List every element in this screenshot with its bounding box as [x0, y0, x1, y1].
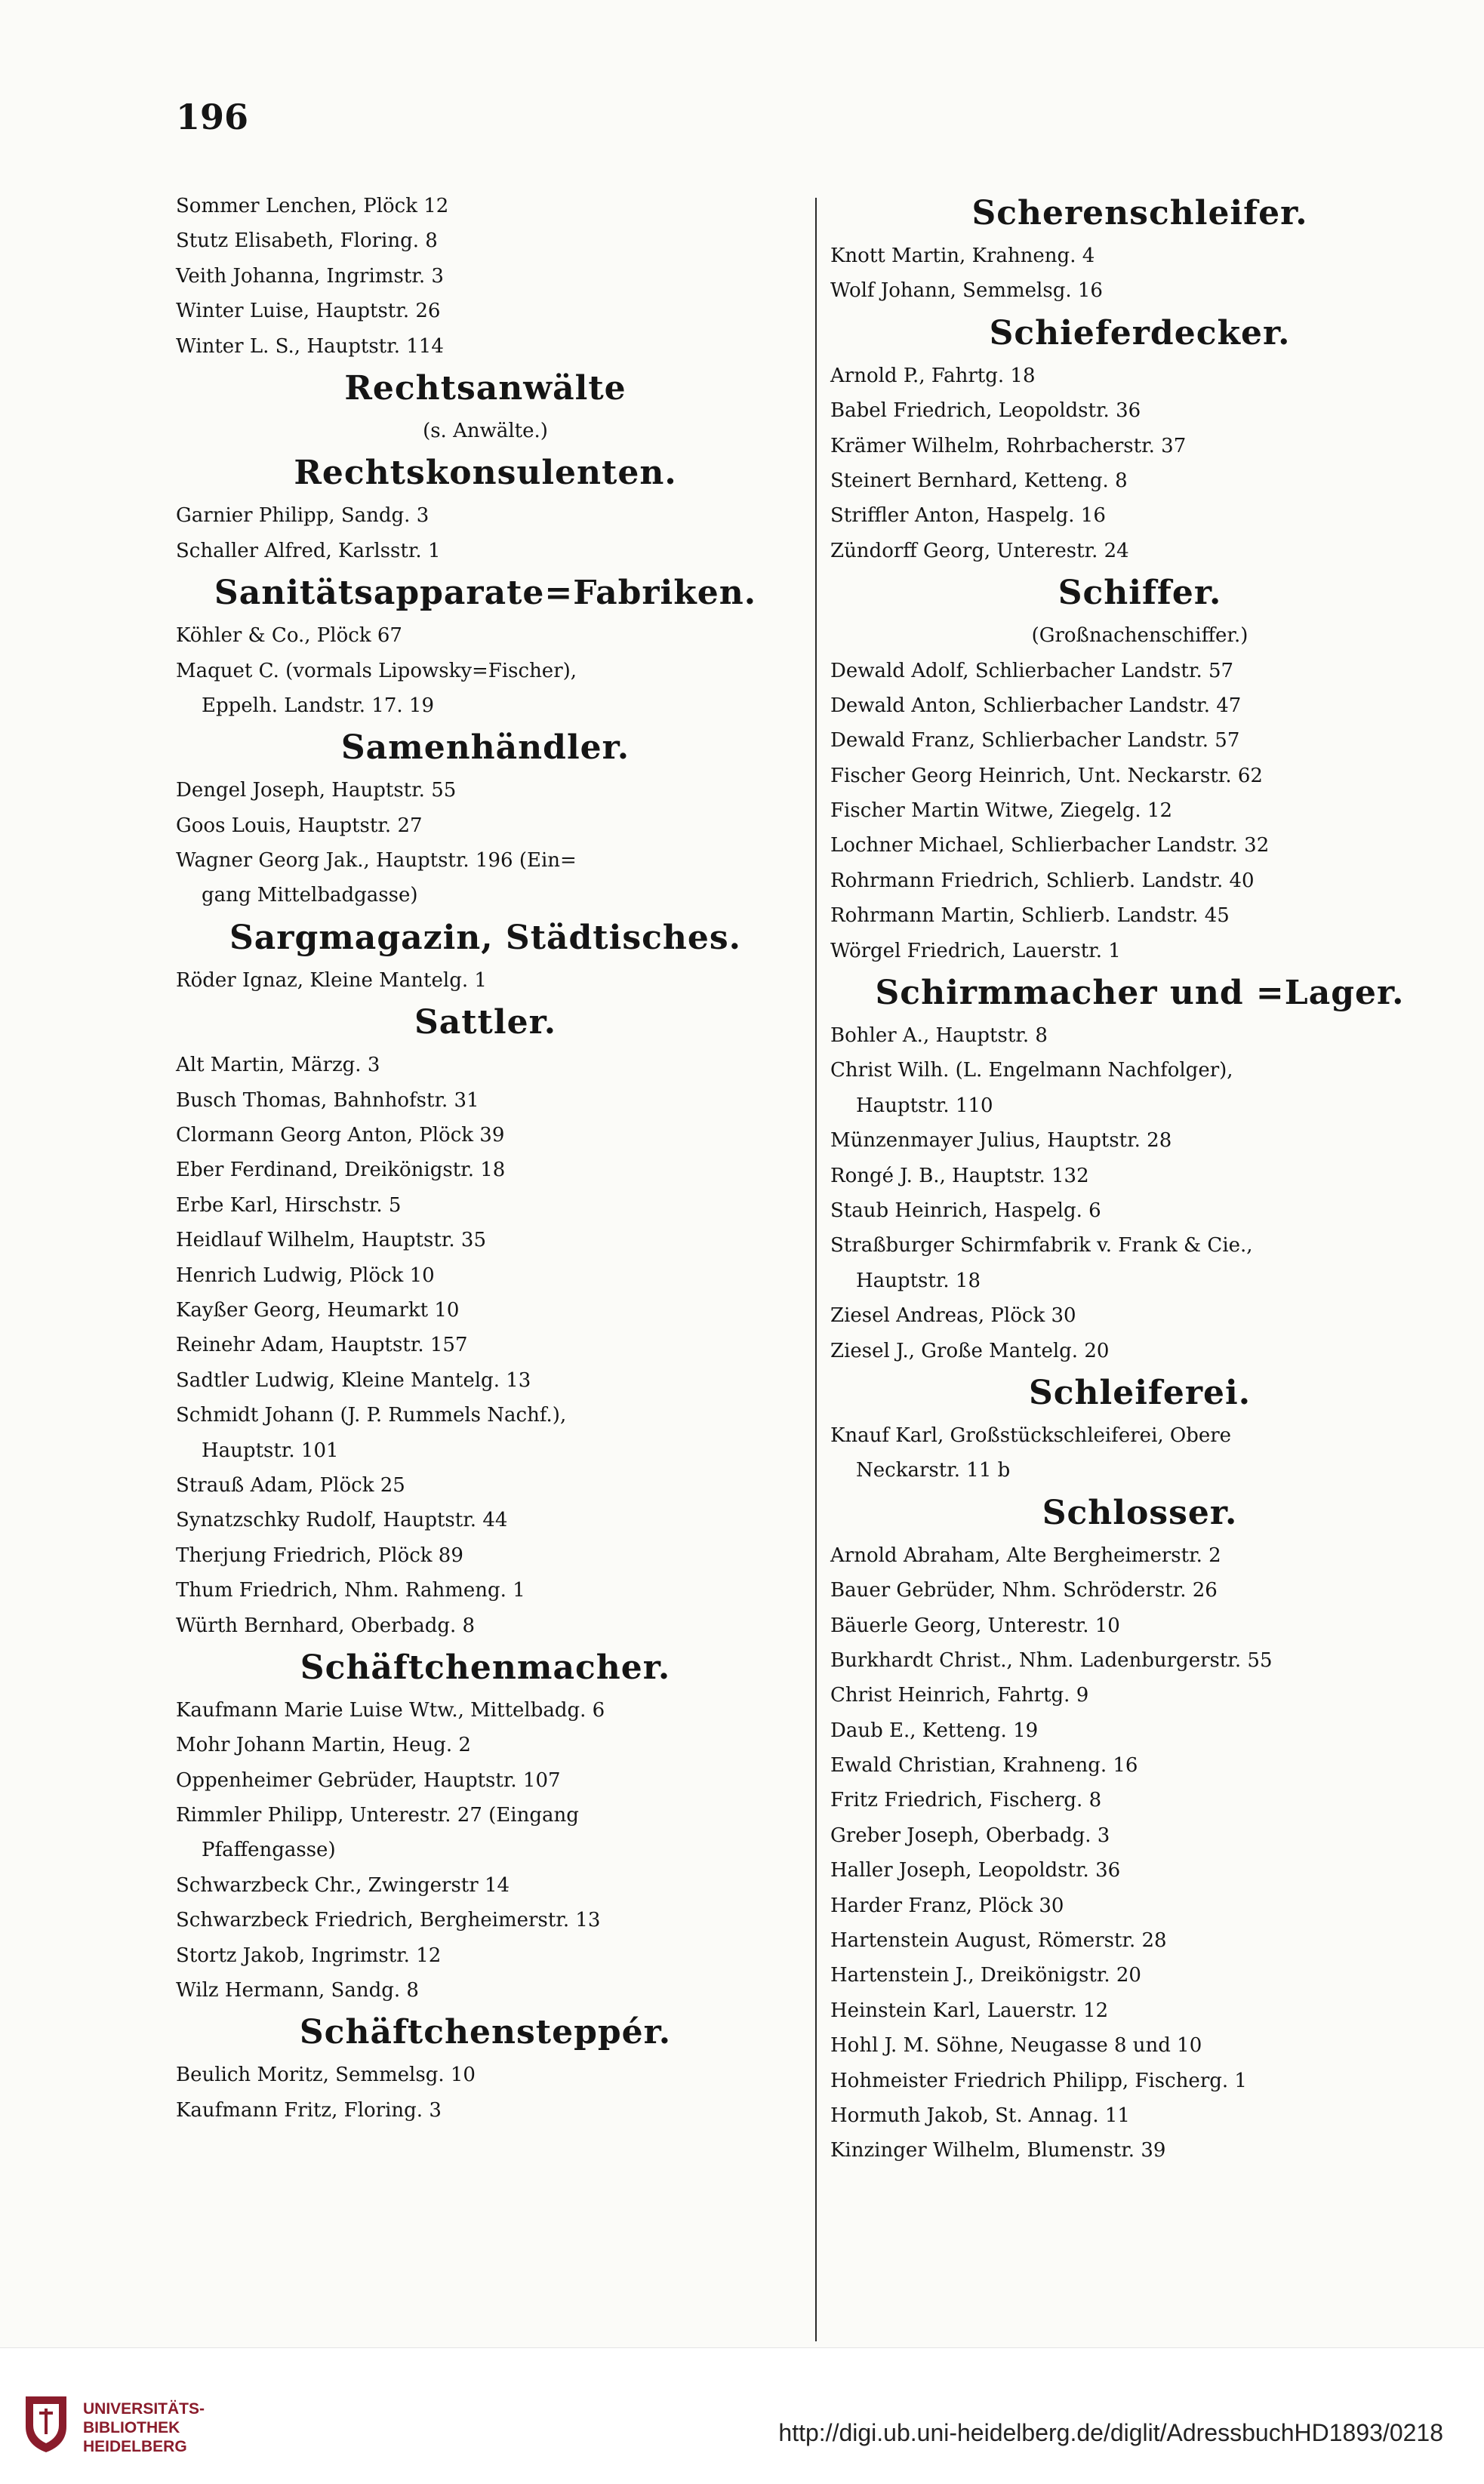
directory-entry: Schwarzbeck Chr., Zwingerstr 14	[176, 1873, 510, 1897]
directory-entry: Mohr Johann Martin, Heug. 2	[176, 1734, 471, 1757]
directory-entry: Hormuth Jakob, St. Annag. 11	[830, 2104, 1130, 2127]
university-seal-icon	[23, 2392, 69, 2454]
source-url[interactable]: http://digi.ub.uni-heidelberg.de/diglit/AdressbuchHD1893/0218	[778, 2419, 1443, 2446]
directory-entry: Christ Wilh. (L. Engelmann Nachfolger),	[830, 1059, 1233, 1082]
directory-entry: Krämer Wilhelm, Rohrbacherstr. 37	[830, 434, 1187, 457]
directory-entry: Schaller Alfred, Karlsstr. 1	[176, 539, 441, 562]
directory-entry: Babel Friedrich, Leopoldstr. 36	[830, 399, 1141, 423]
directory-entry: Therjung Friedrich, Plöck 89	[176, 1544, 463, 1567]
right-column	[830, 189, 1449, 2168]
directory-entry: Hartenstein J., Dreikönigstr. 20	[830, 1964, 1141, 1987]
section-heading: Schäftchensteppér.	[299, 2013, 672, 2052]
section-heading: Sanitätsapparate=Fabriken.	[214, 574, 757, 613]
directory-entry: Bauer Gebrüder, Nhm. Schröderstr. 26	[830, 1579, 1218, 1602]
directory-entry: Wilz Hermann, Sandg. 8	[176, 1979, 419, 2002]
section-heading: Schiffer.	[1058, 574, 1222, 613]
section-heading: Samenhändler.	[340, 728, 630, 768]
directory-entry: Rohrmann Friedrich, Schlierb. Landstr. 40	[830, 869, 1255, 892]
section-heading: Schieferdecker.	[989, 313, 1291, 352]
directory-entry: Arnold P., Fahrtg. 18	[830, 364, 1036, 387]
directory-entry: Hohmeister Friedrich Philipp, Fischerg. 1	[830, 2069, 1247, 2092]
directory-entry: Dewald Franz, Schlierbacher Landstr. 57	[830, 729, 1240, 753]
directory-entry: Maquet C. (vormals Lipowsky=Fischer),	[176, 659, 577, 682]
logo-line: BIBLIOTHEK	[83, 2419, 180, 2436]
entry-continuation: Hauptstr. 18	[856, 1269, 981, 1292]
directory-entry: Knott Martin, Krahneng. 4	[830, 245, 1095, 267]
directory-entry: Winter Luise, Hauptstr. 26	[176, 300, 441, 323]
directory-entry: Daub E., Ketteng. 19	[830, 1719, 1039, 1742]
directory-entry: Dengel Joseph, Hauptstr. 55	[176, 779, 457, 802]
directory-entry: Heidlauf Wilhelm, Hauptstr. 35	[176, 1229, 486, 1252]
directory-entry: Kayßer Georg, Heumarkt 10	[176, 1298, 460, 1322]
entry-continuation: Eppelh. Landstr. 17. 19	[202, 694, 434, 717]
column-divider	[815, 198, 817, 2341]
directory-entry: Rimmler Philipp, Unterestr. 27 (Eingang	[176, 1804, 579, 1827]
section-heading: Schirmmacher und =Lager.	[875, 974, 1405, 1013]
directory-entry: Münzenmayer Julius, Hauptstr. 28	[830, 1129, 1172, 1153]
directory-entry: Erbe Karl, Hirschstr. 5	[176, 1193, 402, 1217]
directory-entry: Christ Heinrich, Fahrtg. 9	[830, 1684, 1089, 1707]
directory-entry: Harder Franz, Plöck 30	[830, 1894, 1064, 1917]
directory-entry: Veith Johanna, Ingrimstr. 3	[176, 264, 444, 288]
directory-entry: Beulich Moritz, Semmelsg. 10	[176, 2064, 476, 2087]
directory-entry: Ziesel Andreas, Plöck 30	[830, 1304, 1076, 1328]
directory-entry: Dewald Adolf, Schlierbacher Landstr. 57	[830, 659, 1234, 682]
entry-continuation: gang Mittelbadgasse)	[202, 884, 418, 907]
section-heading: Schleiferei.	[1028, 1373, 1252, 1412]
directory-entry: Schwarzbeck Friedrich, Bergheimerstr. 13	[176, 1909, 601, 1932]
directory-entry: Strauß Adam, Plöck 25	[176, 1473, 405, 1497]
entry-continuation: Neckarstr. 11 b	[856, 1459, 1011, 1482]
directory-entry: Bohler A., Hauptstr. 8	[830, 1024, 1048, 1048]
directory-entry: Zündorff Georg, Unterestr. 24	[830, 539, 1129, 562]
directory-entry: Wolf Johann, Semmelsg. 16	[830, 279, 1103, 303]
section-heading: Schäftchenmacher.	[300, 1648, 671, 1687]
directory-entry: Thum Friedrich, Nhm. Rahmeng. 1	[176, 1579, 525, 1602]
page-number: 196	[176, 97, 249, 137]
directory-entry: Lochner Michael, Schlierbacher Landstr. 32	[830, 834, 1270, 857]
directory-entry: Haller Joseph, Leopoldstr. 36	[830, 1859, 1121, 1882]
directory-entry: Synatzschky Rudolf, Hauptstr. 44	[176, 1509, 508, 1532]
directory-entry: Ziesel J., Große Mantelg. 20	[830, 1339, 1110, 1362]
directory-entry: Winter L. S., Hauptstr. 114	[176, 334, 444, 358]
directory-entry: Burkhardt Christ., Nhm. Ladenburgerstr. 55	[830, 1648, 1273, 1672]
section-note: (Großnachenschiffer.)	[1031, 624, 1248, 648]
directory-entry: Stortz Jakob, Ingrimstr. 12	[176, 1944, 442, 1967]
directory-entry: Rongé J. B., Hauptstr. 132	[830, 1164, 1089, 1187]
directory-entry: Fischer Martin Witwe, Ziegelg. 12	[830, 799, 1172, 823]
directory-entry: Fritz Friedrich, Fischerg. 8	[830, 1789, 1102, 1812]
directory-entry: Straßburger Schirmfabrik v. Frank & Cie.,	[830, 1234, 1253, 1257]
entry-continuation: Pfaffengasse)	[202, 1839, 336, 1862]
entry-continuation: Hauptstr. 110	[856, 1094, 993, 1117]
directory-entry: Arnold Abraham, Alte Bergheimerstr. 2	[830, 1544, 1221, 1567]
directory-entry: Busch Thomas, Bahnhofstr. 31	[176, 1088, 479, 1112]
directory-entry: Wörgel Friedrich, Lauerstr. 1	[830, 939, 1121, 962]
section-note: (s. Anwälte.)	[423, 419, 548, 442]
footer	[0, 2347, 1484, 2484]
section-heading: Rechtskonsulenten.	[294, 454, 677, 493]
directory-entry: Knauf Karl, Großstückschleiferei, Obere	[830, 1424, 1232, 1447]
directory-entry: Röder Ignaz, Kleine Mantelg. 1	[176, 968, 487, 992]
section-heading: Scherenschleifer.	[971, 194, 1308, 232]
directory-entry: Goos Louis, Hauptstr. 27	[176, 814, 423, 837]
directory-entry: Dewald Anton, Schlierbacher Landstr. 47	[830, 694, 1242, 717]
directory-entry: Greber Joseph, Oberbadg. 3	[830, 1824, 1110, 1847]
directory-entry: Kaufmann Marie Luise Wtw., Mittelbadg. 6	[176, 1698, 605, 1722]
section-heading: Rechtsanwälte	[344, 368, 627, 408]
directory-entry: Kinzinger Wilhelm, Blumenstr. 39	[830, 2139, 1166, 2162]
section-heading: Sargmagazin, Städtisches.	[229, 918, 741, 957]
directory-entry: Schmidt Johann (J. P. Rummels Nachf.),	[176, 1404, 567, 1427]
left-column	[176, 189, 795, 2128]
directory-entry: Steinert Bernhard, Ketteng. 8	[830, 469, 1128, 492]
directory-entry: Garnier Philipp, Sandg. 3	[176, 504, 429, 528]
section-heading: Sattler.	[414, 1003, 557, 1042]
logo-line: UNIVERSITÄTS-	[83, 2400, 205, 2418]
directory-entry: Würth Bernhard, Oberbadg. 8	[176, 1614, 476, 1637]
section-heading: Schlosser.	[1042, 1493, 1238, 1532]
directory-entry: Hohl J. M. Söhne, Neugasse 8 und 10	[830, 2034, 1202, 2058]
directory-entry: Striffler Anton, Haspelg. 16	[830, 504, 1106, 528]
directory-entry: Oppenheimer Gebrüder, Hauptstr. 107	[176, 1768, 561, 1792]
directory-entry: Köhler & Co., Plöck 67	[176, 624, 402, 648]
directory-entry: Sommer Lenchen, Plöck 12	[176, 195, 449, 217]
directory-entry: Stutz Elisabeth, Floring. 8	[176, 229, 438, 253]
directory-entry: Ewald Christian, Krahneng. 16	[830, 1754, 1138, 1778]
directory-entry: Sadtler Ludwig, Kleine Mantelg. 13	[176, 1368, 531, 1392]
logo-line: HEIDELBERG	[83, 2438, 187, 2455]
directory-entry: Staub Heinrich, Haspelg. 6	[830, 1199, 1101, 1222]
directory-entry: Wagner Georg Jak., Hauptstr. 196 (Ein=	[176, 849, 577, 873]
directory-entry: Kaufmann Fritz, Floring. 3	[176, 2098, 442, 2122]
directory-entry: Hartenstein August, Römerstr. 28	[830, 1929, 1167, 1953]
directory-entry: Henrich Ludwig, Plöck 10	[176, 1264, 435, 1287]
directory-entry: Alt Martin, Märzg. 3	[176, 1054, 380, 1077]
entry-continuation: Hauptstr. 101	[202, 1439, 339, 1462]
library-logo-text	[83, 2399, 205, 2456]
directory-entry: Fischer Georg Heinrich, Unt. Neckarstr. 62	[830, 764, 1263, 787]
directory-entry: Eber Ferdinand, Dreikönigstr. 18	[176, 1159, 506, 1182]
directory-entry: Clormann Georg Anton, Plöck 39	[176, 1124, 505, 1147]
directory-entry: Bäuerle Georg, Unterestr. 10	[830, 1614, 1120, 1637]
directory-entry: Heinstein Karl, Lauerstr. 12	[830, 1999, 1109, 2022]
directory-entry: Reinehr Adam, Hauptstr. 157	[176, 1334, 468, 1357]
directory-entry: Rohrmann Martin, Schlierb. Landstr. 45	[830, 904, 1230, 928]
